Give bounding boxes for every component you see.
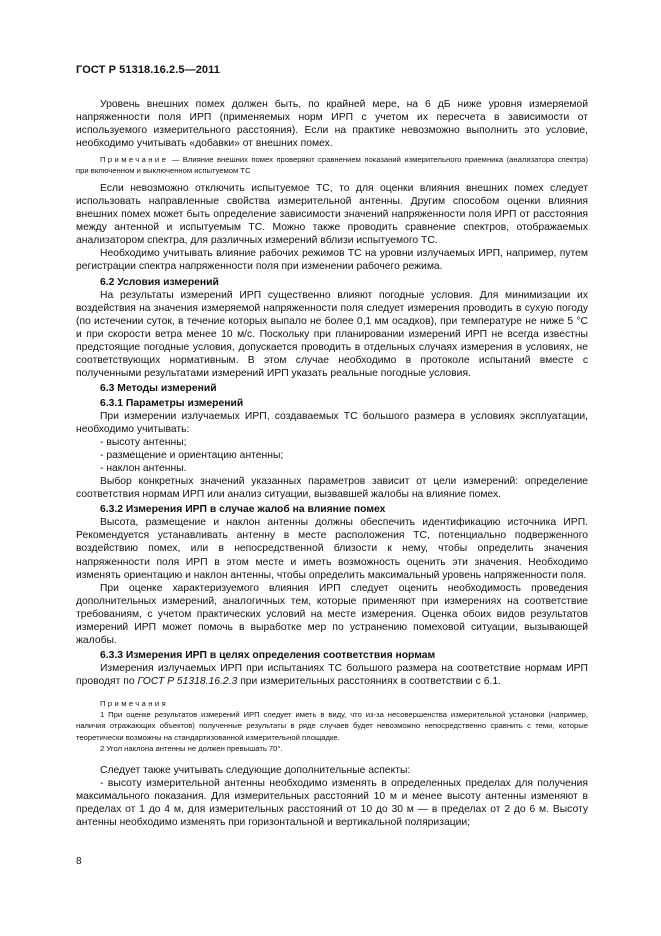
paragraph: При оценке характеризуемого влияния ИРП следует оценить необходимость проведения дополнительных измерений, аналогичных тем, которые применяют при измерениях на соответствие требованиям, с учетом практических условий на месте измерения. Оценка обоих видов результатов измерений ИРП может помочь в выработке мер по устранению помеховой ситуации, вызывающей жалобы. <box>76 582 588 646</box>
paragraph: Следует также учитывать следующие дополнительные аспекты: <box>100 764 411 776</box>
paragraph <box>76 662 588 688</box>
page-number: 8 <box>76 856 82 867</box>
paragraph: Если невозможно отключить испытуемое ТС, то для оценки влияния внешних помех следует использовать направленные свойства измерительной антенны. Другим способом оценки влияния внешних помех может быть определение зависимости значений напряженности поля ИРП от расстояния между антенной и испытуемым ТС. Можно также проводить сравнение спектров, отображаемых анализатором спектра, для различных измерений вблизи испытуемого ТС. <box>76 183 588 247</box>
paragraph: Уровень внешних помех должен быть, по крайней мере, на 6 дБ ниже уровня измеряемой напряженности поля ИРП (применяемых норм ИРП с учетом их пересчета в зависимости от используемого измерительного расстояния). Если на практике невозможно выполнить это условие, необходимо учитывать «добавки» от внешних помех. <box>76 99 588 150</box>
paragraph: На результаты измерений ИРП существенно влияют погодные условия. Для минимизации их воздействия на значения измеряемой напряженности поля следует измерения проводить в сухую погоду (по истечении суток, в течение которых выпало не более 0,1 мм осадков), при температуре не ниже 5 °С и при скорости ветра менее 10 м/с. Поскольку при планировании измерений ИРП не всегда известны предстоящие погодные условия, допускается проводить в отдельных случаях измерения в условиях, не соответствующих нормативным. В этом случае необходимо в протоколе испытаний вместе с полученными результатами измерений ИРП указать реальные погодные условия. <box>76 289 588 379</box>
paragraph: - высоту измерительной антенны необходимо изменять в определенных пределах для получения максимального показания. Для измерительных расстояний 10 м и менее высоту антенны изменяют в пределах от 1 до 4 м, для измерительных расстояний от 10 до 30 м — в пределах от 2 до 6 м. Высоту антенны необходимо изменять при горизонтальной и вертикальной поляризации; <box>76 778 588 829</box>
paragraph-text: Измерения излучаемых ИРП при испытаниях ТС большого размера на соответствие нормам ИРП проводят по <box>76 662 588 687</box>
section-heading: 6.3 Методы измерений <box>100 382 217 394</box>
list-item: - высоту антенны; <box>100 437 187 449</box>
paragraph-text: при измерительных расстояниях в соответствии с 6.1. <box>237 675 501 687</box>
document-header: ГОСТ Р 51318.16.2.5—2011 <box>76 64 220 76</box>
paragraph: Высота, размещение и наклон антенны должны обеспечить идентификацию источника ИРП. Рекомендуется устанавливать антенну в месте расположения ТС, потенциально подверженного воздействию помех, или в непосредственной близости к нему, чтобы определить значения напряженности поля ИРП в этом месте и иметь возможность оценить эти значения. Необходимо изменять ориентацию и наклон антенны, чтобы определить максимальный уровень напряженности поля. <box>76 517 588 581</box>
subsection-heading: 6.3.1 Параметры измерений <box>100 397 244 409</box>
list-item: - наклон антенны. <box>100 463 187 475</box>
note-text: — Влияние внешних помех проверяют сравнением показаний измерительного приемника (анализатора спектра) при включенном и выключенном испытуемом ТС <box>76 155 589 176</box>
paragraph: При измерении излучаемых ИРП, создаваемых ТС большого размера в условиях эксплуатации, необходимо учитывать: <box>76 410 588 436</box>
note-label: Примечание <box>100 155 169 165</box>
section-heading: 6.2 Условия измерений <box>100 276 219 288</box>
document-body <box>76 98 588 829</box>
notes-label: Примечания <box>100 698 169 708</box>
standard-reference: ГОСТ Р 51318.16.2.3 <box>137 675 238 687</box>
paragraph: Необходимо учитывать влияние рабочих режимов ТС на уровни излучаемых ИРП, например, путем регистрации спектра напряженности поля при изменении рабочего режима. <box>76 248 588 273</box>
note <box>76 154 588 176</box>
subsection-heading: 6.3.2 Измерения ИРП в случае жалоб на влияние помех <box>100 504 386 516</box>
list-item: - размещение и ориентацию антенны; <box>100 450 284 462</box>
paragraph: Выбор конкретных значений указанных параметров зависит от цели измерений: определение соответствия нормам ИРП или анализ ситуации, вызвавшей жалобы на влияние помех. <box>76 476 588 501</box>
note-item: 2 Угол наклона антенны не должен превышать 70°. <box>100 743 283 753</box>
subsection-heading: 6.3.3 Измерения ИРП в целях определения соответствия нормам <box>100 649 436 661</box>
note-item: 1 При оценке результатов измерений ИРП следует иметь в виду, что из-за несовершенства измерительной установки (например, наличия отражающих объектов) полученные результаты в ряде случаев будет невозможно непосредственно сравнить с теми, которые теоретически возможны на стандартизованной измерительной площадке. <box>76 710 588 742</box>
